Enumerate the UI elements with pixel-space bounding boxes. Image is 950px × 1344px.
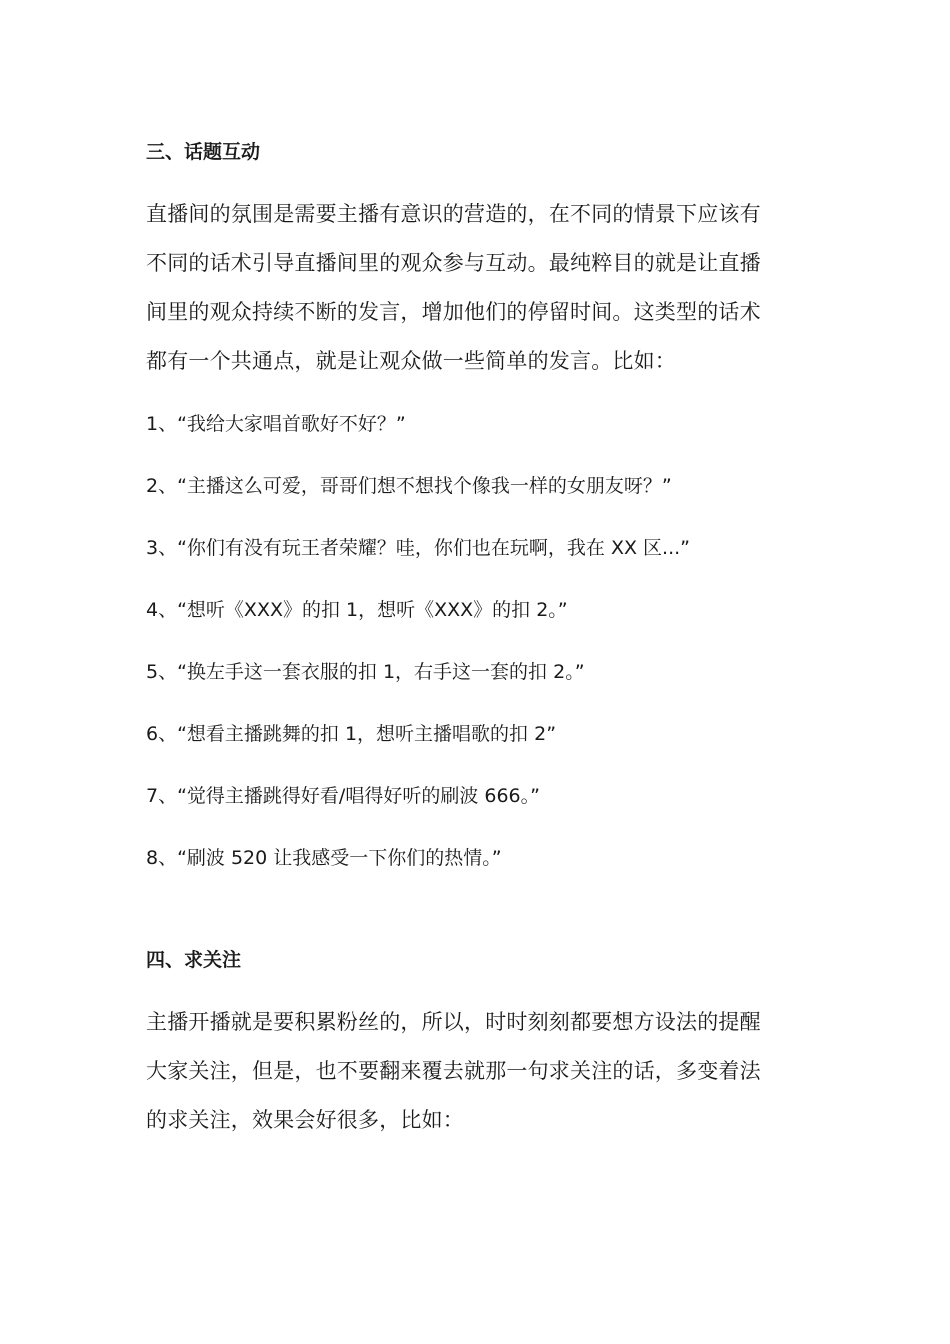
paragraph-line: 主播开播就是要积累粉丝的，所以，时时刻刻都要想方设法的提醒 [146, 1010, 761, 1034]
section4-heading: 四、求关注 [146, 949, 242, 971]
list-item: 3、“你们有没有玩王者荣耀？哇，你们也在玩啊，我在 XX 区...” [146, 537, 691, 559]
list-item: 6、“想看主播跳舞的扣 1，想听主播唱歌的扣 2” [146, 723, 557, 745]
section4-paragraph [146, 998, 806, 1145]
paragraph-line: 大家关注，但是，也不要翻来覆去就那一句求关注的话，多变着法 [146, 1059, 761, 1083]
list-item: 2、“主播这么可爱，哥哥们想不想找个像我一样的女朋友呀？” [146, 475, 672, 497]
list-item: 8、“刷波 520 让我感受一下你们的热情。” [146, 847, 502, 869]
list-item: 1、“我给大家唱首歌好不好？” [146, 413, 406, 435]
list-item: 4、“想听《XXX》的扣 1，想听《XXX》的扣 2。” [146, 599, 568, 621]
paragraph-line: 的求关注，效果会好很多，比如： [146, 1108, 464, 1132]
paragraph-line: 直播间的氛围是需要主播有意识的营造的，在不同的情景下应该有 [146, 202, 761, 226]
list-item: 7、“觉得主播跳得好看/唱得好听的刷波 666。” [146, 785, 540, 807]
section3-heading: 三、话题互动 [146, 141, 261, 163]
list-item: 5、“换左手这一套衣服的扣 1，右手这一套的扣 2。” [146, 661, 585, 683]
paragraph-line: 不同的话术引导直播间里的观众参与互动。最纯粹目的就是让直播 [146, 251, 761, 275]
section3-paragraph [146, 190, 806, 386]
paragraph-line: 都有一个共通点，就是让观众做一些简单的发言。比如： [146, 349, 676, 373]
paragraph-line: 间里的观众持续不断的发言，增加他们的停留时间。这类型的话术 [146, 300, 761, 324]
